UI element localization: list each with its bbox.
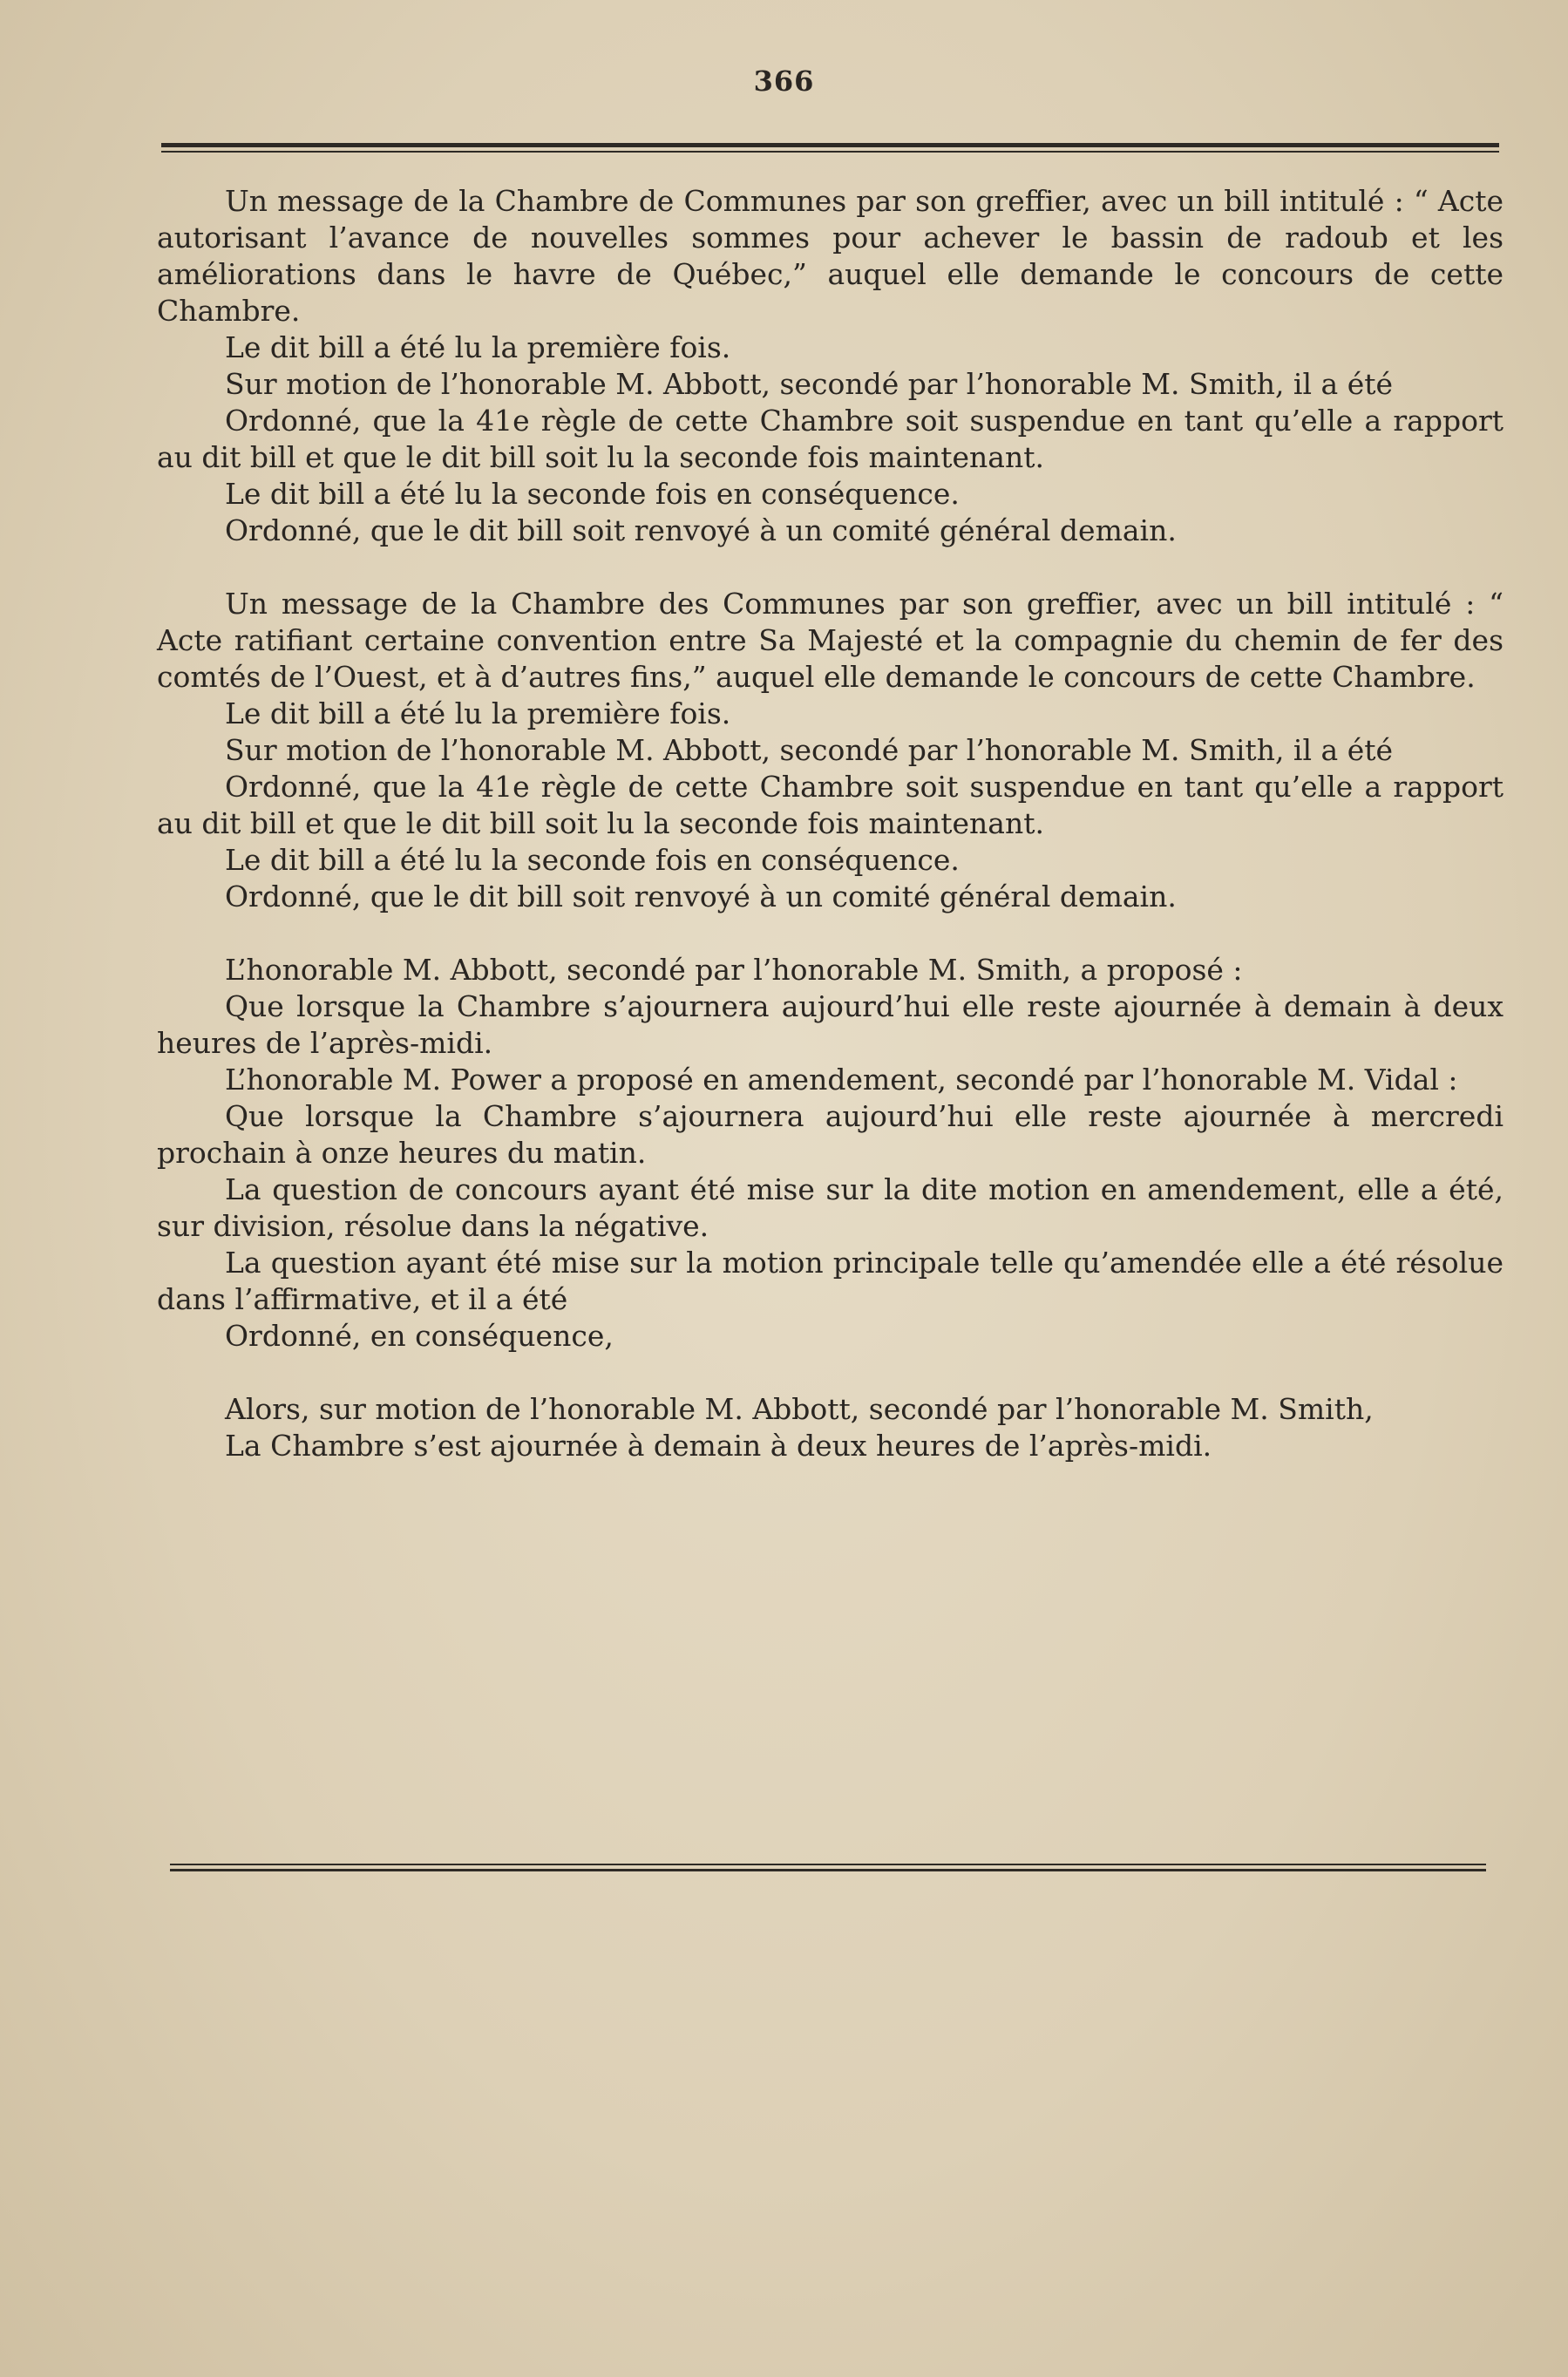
page-number: 366 (753, 65, 815, 98)
paragraph: La question ayant été mise sur la motion principale telle qu’amendée elle a été résolue dans l’affirmative, et il a été (157, 1246, 1504, 1316)
top-double-rule (161, 143, 1499, 153)
paragraph: Ordonné, que la 41e règle de cette Chambre soit suspendue en tant qu’elle a rapport au dit bill et que le dit bill soit lu la seconde fois maintenant. (157, 770, 1504, 840)
rule-thin-line (161, 151, 1499, 153)
text-block-message-bassin-de-radoub (157, 183, 1504, 549)
paragraph: La question de concours ayant été mise sur la dite motion en amendement, elle a été, sur division, résolue dans la négative. (157, 1172, 1504, 1243)
paragraph: Le dit bill a été lu la seconde fois en conséquence. (225, 477, 960, 511)
paragraph: Ordonné, que le dit bill soit renvoyé à un comité général demain. (225, 879, 1177, 913)
paragraph: L’honorable M. Power a proposé en amendement, secondé par l’honorable M. Vidal : (225, 1063, 1458, 1097)
rule-thick-line (170, 1869, 1486, 1871)
bottom-double-rule (170, 1864, 1486, 1871)
rule-thin-line (170, 1864, 1486, 1865)
paragraph: Sur motion de l’honorable M. Abbott, secondé par l’honorable M. Smith, il a été (225, 367, 1394, 401)
paragraph: Ordonné, que le dit bill soit renvoyé à un comité général demain. (225, 513, 1177, 547)
paragraph: Un message de la Chambre des Communes par son greffier, avec un bill intitulé : “ Acte ratifiant certaine convention entre Sa Majesté et la compagnie du chemin de fer des comtés de l’Ouest, et à d’autres fins,” auquel elle demande le concours de cette Chambre. (157, 587, 1504, 694)
paragraph: Alors, sur motion de l’honorable M. Abbott, secondé par l’honorable M. Smith, (225, 1392, 1374, 1426)
paragraph: Le dit bill a été lu la première fois. (225, 330, 731, 364)
document-body (157, 183, 1504, 1501)
paragraph: Que lorsque la Chambre s’ajournera aujourd’hui elle reste ajournée à demain à deux heures de l’après-midi. (157, 989, 1504, 1060)
paragraph: Ordonné, en conséquence, (225, 1319, 614, 1353)
paragraph: L’honorable M. Abbott, secondé par l’honorable M. Smith, a proposé : (225, 953, 1243, 987)
paragraph: Que lorsque la Chambre s’ajournera aujourd’hui elle reste ajournée à mercredi prochain à onze heures du matin. (157, 1099, 1504, 1170)
text-block-ajournement-motion (157, 952, 1504, 1355)
rule-thick-line (161, 143, 1499, 147)
paragraph: Le dit bill a été lu la seconde fois en conséquence. (225, 843, 960, 877)
text-block-adjournment (157, 1391, 1504, 1464)
paragraph: La Chambre s’est ajournée à demain à deux heures de l’après-midi. (225, 1429, 1212, 1463)
paragraph: Ordonné, que la 41e règle de cette Chambre soit suspendue en tant qu’elle a rapport au dit bill et que le dit bill soit lu la seconde fois maintenant. (157, 404, 1504, 474)
paragraph: Un message de la Chambre de Communes par son greffier, avec un bill intitulé : “ Acte autorisant l’avance de nouvelles sommes pour achever le bassin de radoub et les améliorations dans le havre de Québec,” auquel elle demande le concours de cette Chambre. (157, 184, 1504, 328)
text-block-message-chemin-de-fer (157, 586, 1504, 915)
paragraph: Sur motion de l’honorable M. Abbott, secondé par l’honorable M. Smith, il a été (225, 733, 1394, 767)
paragraph: Le dit bill a été lu la première fois. (225, 696, 731, 730)
